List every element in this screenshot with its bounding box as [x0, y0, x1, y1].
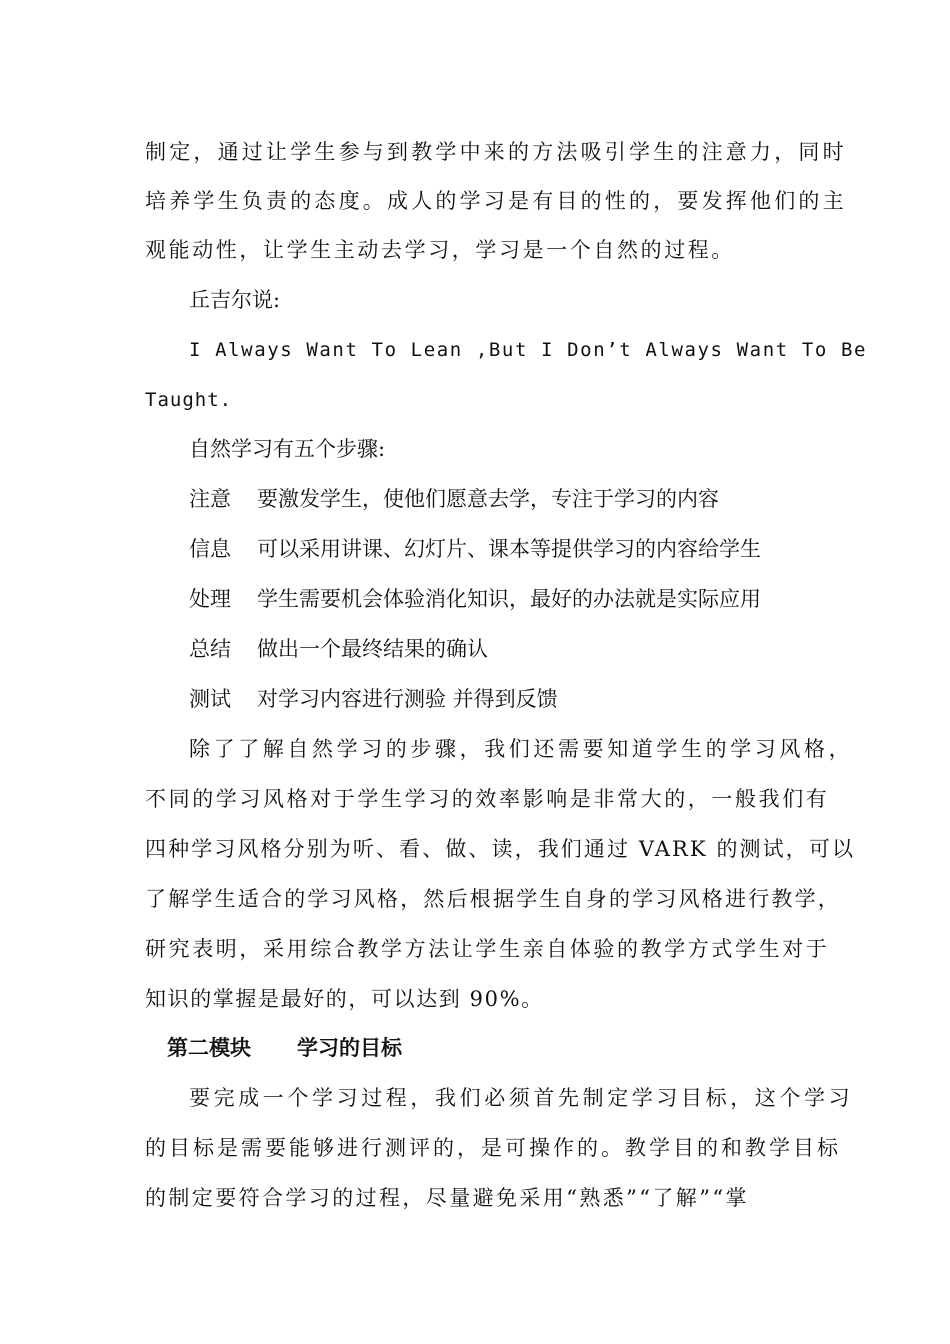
section-title: 学习的目标	[297, 1036, 402, 1060]
paragraph-line: 培养学生负责的态度。成人的学习是有目的性的，要发挥他们的主	[145, 189, 847, 213]
paragraph-line: 不同的学习风格对于学生学习的效率影响是非常大的，一般我们有	[145, 787, 830, 811]
step-item	[189, 486, 719, 512]
paragraph-line: 观能动性，让学生主动去学习，学习是一个自然的过程。	[145, 238, 735, 262]
paragraph-line: 除了了解自然学习的步骤，我们还需要知道学生的学习风格，	[189, 737, 854, 761]
paragraph-line: 制定，通过让学生参与到教学中来的方法吸引学生的注意力，同时	[145, 140, 847, 164]
steps-intro: 自然学习有五个步骤:	[189, 437, 386, 461]
step-desc: 对学习内容进行测验 并得到反馈	[257, 687, 558, 711]
step-item	[189, 536, 761, 562]
paragraph-line: 研究表明，采用综合教学方法让学生亲自体验的教学方式学生对于	[145, 937, 830, 961]
quote-intro: 丘吉尔说:	[189, 288, 281, 312]
step-name: 信息	[189, 537, 231, 561]
step-desc: 要激发学生，使他们愿意去学，专注于学习的内容	[257, 487, 719, 511]
step-name: 注意	[189, 487, 231, 511]
step-desc: 可以采用讲课、幻灯片、课本等提供学习的内容给学生	[257, 537, 761, 561]
paragraph-line: 要完成一个学习过程，我们必须首先制定学习目标，这个学习	[189, 1086, 854, 1110]
step-name: 处理	[189, 587, 231, 611]
quote-line: I Always Want To Lean ,But I Don’t Always Want To Be	[189, 339, 868, 361]
step-item	[189, 636, 488, 662]
quote-line: Taught.	[145, 389, 233, 411]
step-desc: 做出一个最终结果的确认	[257, 637, 488, 661]
paragraph-line: 了解学生适合的学习风格，然后根据学生自身的学习风格进行教学，	[145, 887, 841, 911]
step-desc: 学生需要机会体验消化知识，最好的办法就是实际应用	[257, 587, 761, 611]
section-module: 第二模块	[167, 1036, 251, 1060]
paragraph-line: 四种学习风格分别为听、看、做、读，我们通过 VARK 的测试，可以	[145, 837, 856, 861]
paragraph-line: 的制定要符合学习的过程，尽量避免采用“熟悉”“了解”“掌	[145, 1186, 749, 1210]
step-name: 总结	[189, 637, 231, 661]
step-item	[189, 586, 761, 612]
paragraph-line: 的目标是需要能够进行测评的，是可操作的。教学目的和教学目标	[145, 1136, 841, 1160]
paragraph-line: 知识的掌握是最好的，可以达到 90%。	[145, 987, 544, 1011]
section-heading	[167, 1035, 402, 1061]
step-name: 测试	[189, 687, 231, 711]
step-item	[189, 686, 558, 712]
